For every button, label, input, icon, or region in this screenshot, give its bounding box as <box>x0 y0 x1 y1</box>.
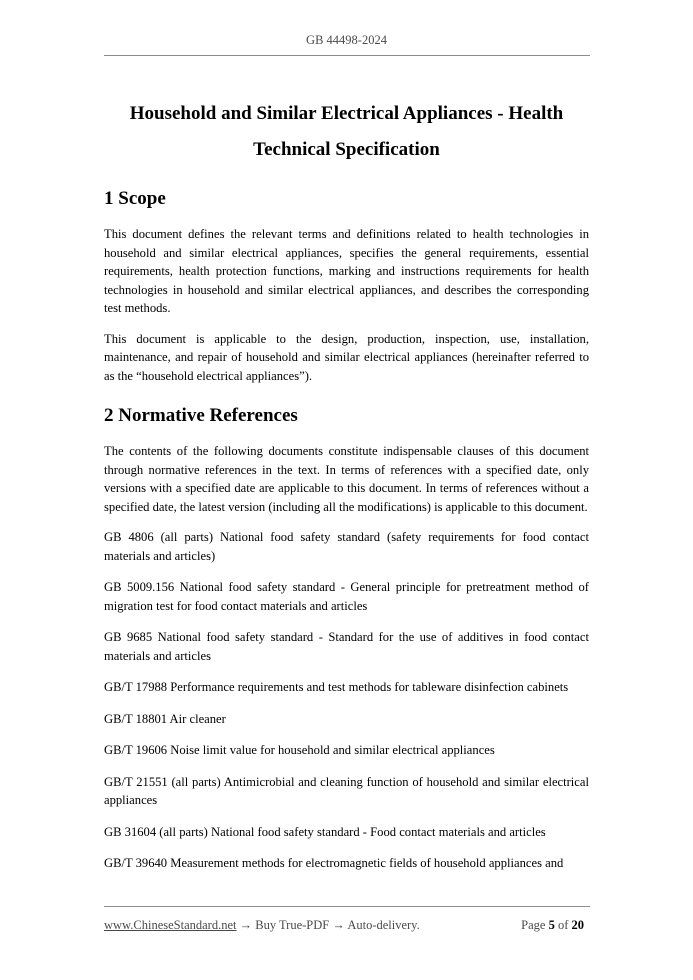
reference-item: GB 9685 National food safety standard - Standard for the use of additives in food contact materials and articles <box>104 630 589 663</box>
page-header: GB 44498-2024 <box>306 33 387 47</box>
total-pages-number: 20 <box>571 918 584 932</box>
section-heading: 1 Scope <box>104 188 166 209</box>
arrow-right-icon: → <box>239 918 253 932</box>
footer-divider <box>104 906 590 907</box>
reference-item: GB 5009.156 National food safety standard - General principle for pretreatment method of migration test for food contact materials and articles <box>104 580 589 613</box>
document-title-line-1: Household and Similar Electrical Appliances - Health <box>129 103 564 124</box>
section-normative-references <box>104 404 589 873</box>
of-label: of <box>557 918 569 932</box>
header-divider <box>104 55 590 56</box>
reference-item: GB/T 39640 Measurement methods for electromagnetic fields of household appliances and <box>104 856 564 870</box>
reference-item: GB 31604 (all parts) National food safety standard - Food contact materials and articles <box>104 824 546 839</box>
site-link[interactable]: www.ChineseStandard.net <box>104 918 237 932</box>
paragraph: This document is applicable to the design, production, inspection, use, installation, maintenance, and repair of household and similar electrical appliances (hereinafter referred to as the “household electrical appliances”). <box>104 331 589 383</box>
delivery-text: Auto-delivery. <box>347 918 420 932</box>
page-indicator <box>521 918 584 933</box>
paragraph: The contents of the following documents constitute indispensable clauses of this document through normative references in the text. In terms of references with a specified date, only versions with a specified date are applicable to this document. In terms of references without a specified date, the latest version (including all the modifications) is applicable to this document. <box>104 444 589 514</box>
paragraph: This document defines the relevant terms and definitions related to health technologies in household and similar electrical appliances, specifies the general requirements, essential requirements, health protection functions, marking and instructions requirements for health technologies in household and similar electrical appliances, and describes the corresponding test methods. <box>104 227 589 315</box>
arrow-right-icon: → <box>332 918 345 932</box>
document-body <box>104 96 589 886</box>
section-scope <box>104 187 589 385</box>
reference-item: GB 4806 (all parts) National food safety standard (safety requirements for food contact materials and articles) <box>104 530 589 563</box>
current-page-number: 5 <box>548 918 555 932</box>
reference-item: GB/T 17988 Performance requirements and test methods for tableware disinfection cabinets <box>104 680 569 694</box>
buy-text: Buy True-PDF <box>255 918 330 932</box>
footer-promo <box>104 918 420 933</box>
page-label: Page <box>521 918 546 932</box>
document-title-line-2: Technical Specification <box>253 139 440 160</box>
reference-item: GB/T 18801 Air cleaner <box>104 711 226 726</box>
reference-item: GB/T 19606 Noise limit value for household and similar electrical appliances <box>104 743 495 757</box>
reference-item: GB/T 21551 (all parts) Antimicrobial and cleaning function of household and similar electrical appliances <box>104 774 589 807</box>
section-heading: 2 Normative References <box>104 405 298 426</box>
